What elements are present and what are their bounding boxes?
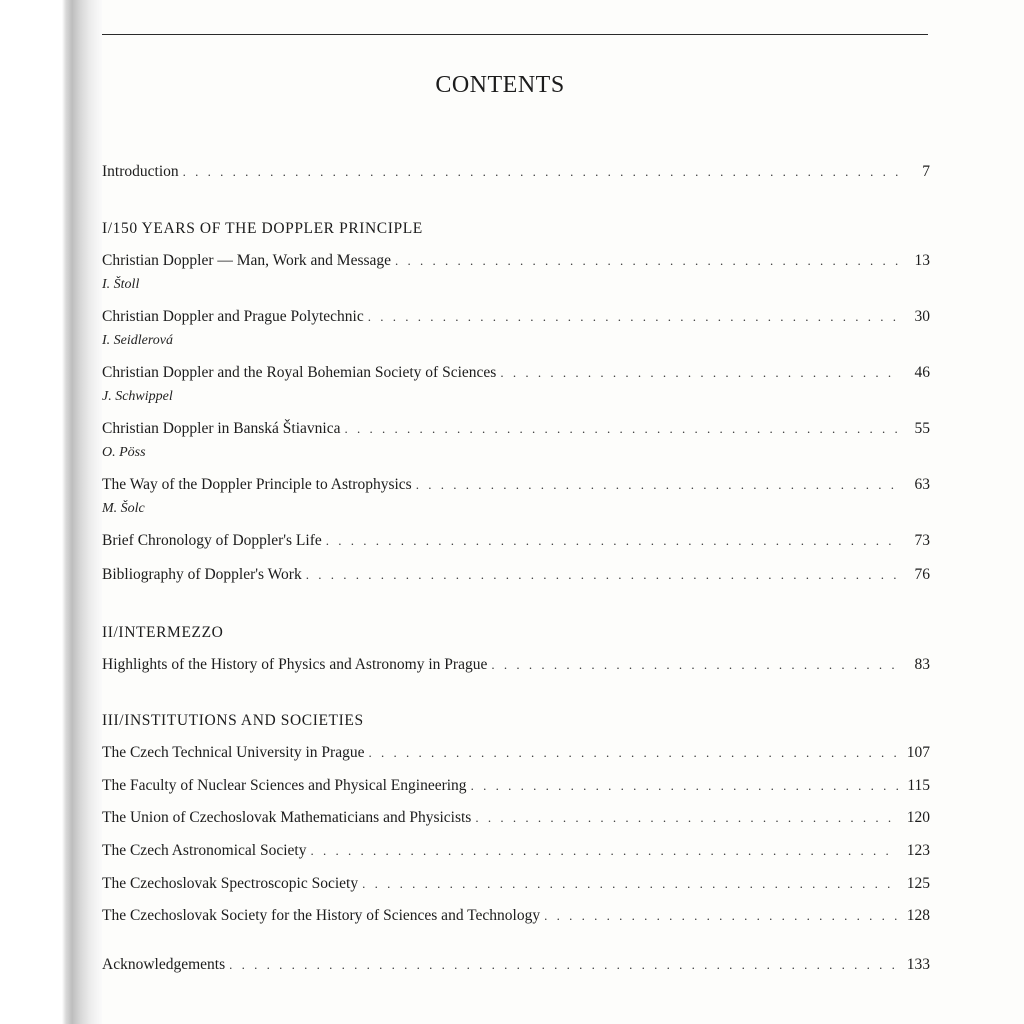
dot-leader (326, 533, 898, 549)
toc-entry-label: Introduction (102, 163, 179, 180)
toc-page-number: 73 (914, 532, 930, 549)
toc-entry-label: Highlights of the History of Physics and Astronomy in Prague (102, 656, 488, 673)
page-title: CONTENTS (435, 72, 565, 99)
toc-page-number: 123 (906, 842, 930, 859)
toc-entry-label: The Czech Astronomical Society (102, 842, 307, 859)
toc-entry-label: The Way of the Doppler Principle to Astrophysics (102, 476, 412, 493)
toc-entry-label: The Union of Czechoslovak Mathematicians and Physicists (102, 809, 472, 826)
dot-leader (368, 745, 898, 761)
toc-page-number: 133 (906, 956, 930, 973)
dot-leader (306, 567, 898, 583)
dot-leader (310, 843, 898, 859)
toc-page-number: 83 (914, 656, 930, 673)
toc-entry-label: Christian Doppler — Man, Work and Message (102, 252, 392, 269)
toc-entry-label: Bibliography of Doppler's Work (102, 566, 302, 583)
toc-entry-acknowledgements[interactable] (102, 956, 930, 980)
toc-author: I. Štoll (102, 277, 140, 292)
top-rule (102, 34, 928, 35)
dot-leader (229, 957, 898, 973)
dot-leader (544, 908, 898, 924)
toc-author: J. Schwippel (102, 389, 173, 404)
toc-entry[interactable] (102, 777, 930, 801)
toc-entry-label: Christian Doppler and Prague Polytechnic (102, 308, 364, 325)
toc-author: M. Šolc (102, 501, 145, 516)
dot-leader (183, 164, 898, 180)
toc-entry[interactable] (102, 420, 930, 444)
dot-leader (500, 365, 898, 381)
toc-page-number: 46 (914, 364, 930, 381)
toc-author: I. Seidlerová (102, 333, 174, 348)
section-heading-3: III/INSTITUTIONS AND SOCIETIES (102, 712, 364, 729)
toc-page-number: 120 (906, 809, 930, 826)
toc-page-number: 7 (922, 163, 930, 180)
toc-entry-label: The Czechoslovak Society for the History of Sciences and Technology (102, 907, 541, 924)
toc-entry[interactable] (102, 566, 930, 590)
toc-page-number: 76 (914, 566, 930, 583)
toc-page-number: 55 (914, 420, 930, 437)
dot-leader (345, 421, 899, 437)
toc-entry[interactable] (102, 476, 930, 500)
section-heading-2: II/INTERMEZZO (102, 624, 224, 641)
dot-leader (362, 876, 898, 892)
toc-entry-label: Christian Doppler and the Royal Bohemian Society of Sciences (102, 364, 497, 381)
toc-entry[interactable] (102, 842, 930, 866)
toc-entry[interactable] (102, 532, 930, 556)
toc-entry-label: Acknowledgements (102, 956, 226, 973)
toc-entry-label: Christian Doppler in Banská Štiavnica (102, 420, 341, 437)
section-heading-1: I/150 YEARS OF THE DOPPLER PRINCIPLE (102, 220, 423, 237)
toc-page-number: 63 (914, 476, 930, 493)
toc-author: O. Pöss (102, 445, 146, 460)
toc-page-number: 13 (914, 252, 930, 269)
toc-entry-label: The Faculty of Nuclear Sciences and Physical Engineering (102, 777, 467, 794)
dot-leader (395, 253, 898, 269)
dot-leader (475, 810, 898, 826)
toc-entry-label: The Czech Technical University in Prague (102, 744, 365, 761)
toc-entry-introduction[interactable] (102, 163, 930, 187)
page-gutter-shadow (0, 0, 102, 1024)
toc-page-number: 107 (906, 744, 930, 761)
dot-leader (416, 477, 898, 493)
toc-entry[interactable] (102, 744, 930, 768)
toc-entry[interactable] (102, 656, 930, 680)
dot-leader (368, 309, 898, 325)
toc-entry[interactable] (102, 252, 930, 276)
dot-leader (471, 778, 898, 794)
toc-entry-label: Brief Chronology of Doppler's Life (102, 532, 322, 549)
toc-entry[interactable] (102, 308, 930, 332)
toc-page-number: 115 (907, 777, 930, 794)
dot-leader (491, 657, 898, 673)
toc-entry[interactable] (102, 809, 930, 833)
toc-entry-label: The Czechoslovak Spectroscopic Society (102, 875, 359, 892)
toc-page-number: 128 (906, 907, 930, 924)
toc-entry[interactable] (102, 364, 930, 388)
toc-entry[interactable] (102, 875, 930, 899)
toc-page-number: 30 (914, 308, 930, 325)
toc-page-number: 125 (906, 875, 930, 892)
toc-entry[interactable] (102, 907, 930, 931)
